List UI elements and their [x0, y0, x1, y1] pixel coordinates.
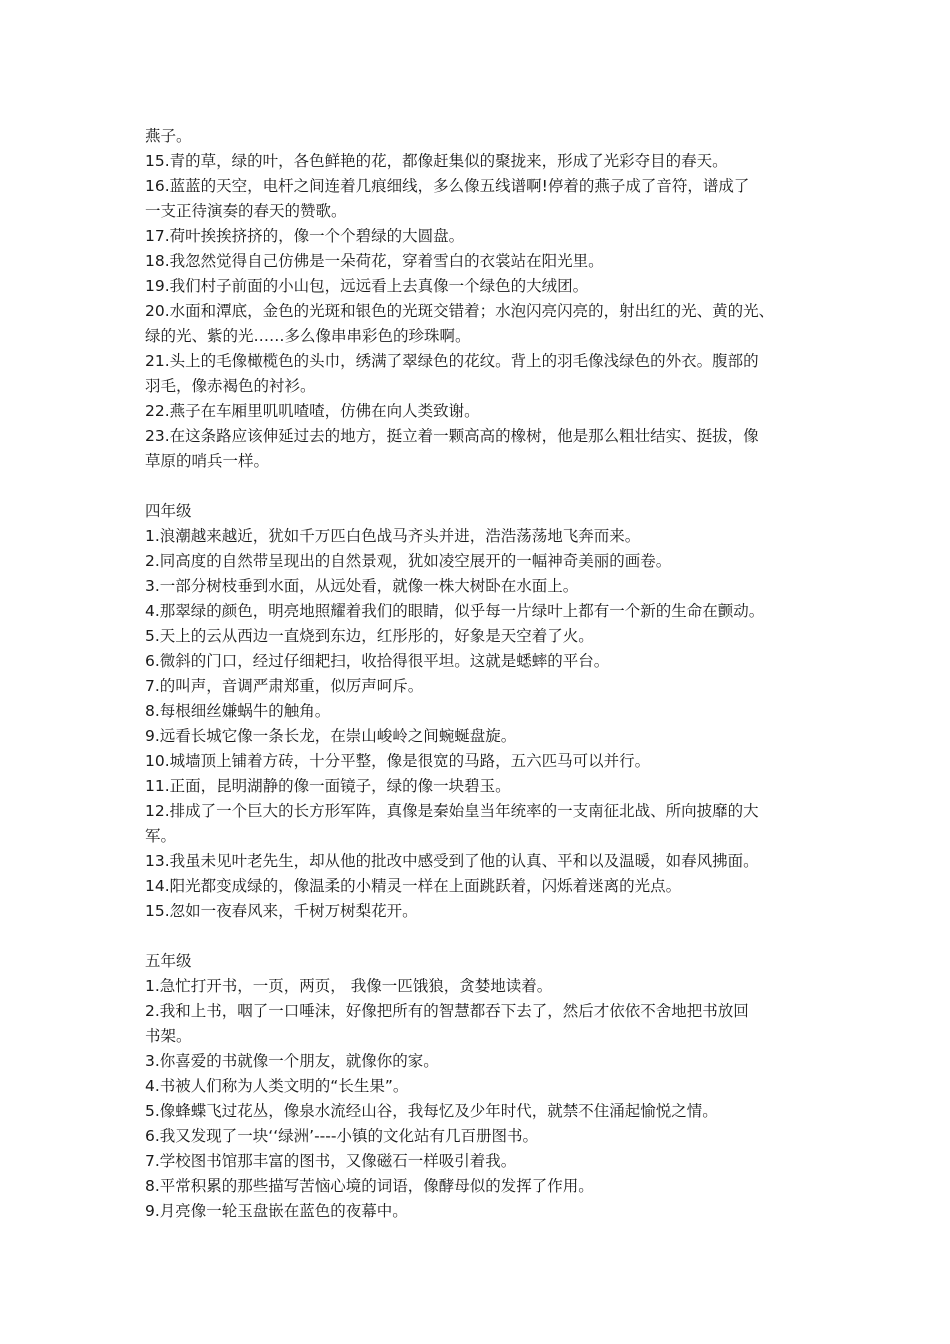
text-line: 5.像蜂蝶飞过花丛，像泉水流经山谷，我每忆及少年时代，就禁不住涌起愉悦之情。 — [145, 1102, 718, 1120]
text-line: 书架。 — [145, 1027, 192, 1045]
text-line: 14.阳光都变成绿的，像温柔的小精灵一样在上面跳跃着，闪烁着迷离的光点。 — [145, 877, 682, 895]
text-line: 22.燕子在车厢里叽叽喳喳，仿佛在向人类致谢。 — [145, 402, 480, 420]
text-line: 11.正面，昆明湖静的像一面镜子，绿的像一块碧玉。 — [145, 777, 511, 795]
text-line: 2.我和上书，咽了一口唾沫，好像把所有的智慧都吞下去了，然后才依依不舍地把书放回 — [145, 1002, 749, 1020]
text-line: 18.我忽然觉得自己仿佛是一朵荷花，穿着雪白的衣裳站在阳光里。 — [145, 252, 604, 270]
text-line: 7.的叫声，音调严肃郑重，似厉声呵斥。 — [145, 677, 424, 695]
text-line: 7.学校图书馆那丰富的图书，又像磁石一样吸引着我。 — [145, 1152, 517, 1170]
text-line: 12.排成了一个巨大的长方形军阵，真像是秦始皇当年统率的一支南征北战、所向披靡的大 — [145, 802, 759, 820]
section-heading: 五年级 — [145, 952, 192, 970]
section-grade-5 — [145, 949, 825, 1224]
text-line: 17.荷叶挨挨挤挤的，像一个个碧绿的大圆盘。 — [145, 227, 465, 245]
text-line: 2.同高度的自然带呈现出的自然景观，犹如凌空展开的一幅神奇美丽的画卷。 — [145, 552, 672, 570]
text-line: 3.一部分树枝垂到水面，从远处看，就像一株大树卧在水面上。 — [145, 577, 579, 595]
text-line: 16.蓝蓝的天空，电杆之间连着几痕细线，多么像五线谱啊!停着的燕子成了音符，谱成了 — [145, 177, 750, 195]
text-line: 21.头上的毛像橄榄色的头巾，绣满了翠绿色的花纹。背上的羽毛像浅绿色的外衣。腹部的 — [145, 352, 759, 370]
text-line: 15.青的草，绿的叶，各色鲜艳的花，都像赶集似的聚拢来，形成了光彩夺目的春天。 — [145, 152, 728, 170]
text-line: 一支正待演奏的春天的赞歌。 — [145, 202, 347, 220]
section-spacer — [145, 474, 825, 499]
section-grade-4 — [145, 499, 825, 924]
text-line: 23.在这条路应该伸延过去的地方，挺立着一颗高高的橡树，他是那么粗壮结实、挺拔，像 — [145, 427, 759, 445]
document-page — [145, 124, 825, 1224]
text-line: 军。 — [145, 827, 177, 845]
text-line: 燕子。 — [145, 127, 192, 145]
section-spacer — [145, 924, 825, 949]
text-line: 3.你喜爱的书就像一个朋友，就像你的家。 — [145, 1052, 439, 1070]
text-line: 草原的哨兵一样。 — [145, 452, 270, 470]
text-line: 15.忽如一夜春风来，千树万树梨花开。 — [145, 902, 418, 920]
text-line: 19.我们村子前面的小山包，远远看上去真像一个绿色的大绒团。 — [145, 277, 589, 295]
section-continuation — [145, 124, 825, 474]
text-line: 20.水面和潭底，金色的光斑和银色的光斑交错着；水泡闪亮闪亮的，射出红的光、黄的光、 — [145, 302, 775, 320]
text-line: 8.平常积累的那些描写苦恼心境的词语，像酵母似的发挥了作用。 — [145, 1177, 594, 1195]
text-line: 绿的光、紫的光……多么像串串彩色的珍珠啊。 — [145, 327, 471, 345]
text-line: 5.天上的云从西边一直烧到东边，红彤彤的，好象是天空着了火。 — [145, 627, 594, 645]
text-line: 羽毛，像赤褐色的衬衫。 — [145, 377, 316, 395]
text-line: 8.每根细丝嫌蜗牛的触角。 — [145, 702, 331, 720]
text-line: 6.我又发现了一块‘‘绿洲’----小镇的文化站有几百册图书。 — [145, 1127, 538, 1145]
section-heading: 四年级 — [145, 502, 192, 520]
text-line: 10.城墙顶上铺着方砖，十分平整，像是很宽的马路，五六匹马可以并行。 — [145, 752, 651, 770]
text-line: 1.浪潮越来越近，犹如千万匹白色战马齐头并进，浩浩荡荡地飞奔而来。 — [145, 527, 641, 545]
text-line: 9.远看长城它像一条长龙，在崇山峻岭之间蜿蜒盘旋。 — [145, 727, 517, 745]
text-line: 9.月亮像一轮玉盘嵌在蓝色的夜幕中。 — [145, 1202, 408, 1220]
text-line: 1.急忙打开书，一页，两页， 我像一匹饿狼，贪婪地读着。 — [145, 977, 553, 995]
text-line: 13.我虽未见叶老先生，却从他的批改中感受到了他的认真、平和以及温暖，如春风拂面。 — [145, 852, 759, 870]
text-line: 4.书被人们称为人类文明的“长生果”。 — [145, 1077, 409, 1095]
text-line: 4.那翠绿的颜色，明亮地照耀着我们的眼睛，似乎每一片绿叶上都有一个新的生命在颤动。 — [145, 602, 765, 620]
text-line: 6.微斜的门口，经过仔细耙扫，收拾得很平坦。这就是蟋蟀的平台。 — [145, 652, 610, 670]
